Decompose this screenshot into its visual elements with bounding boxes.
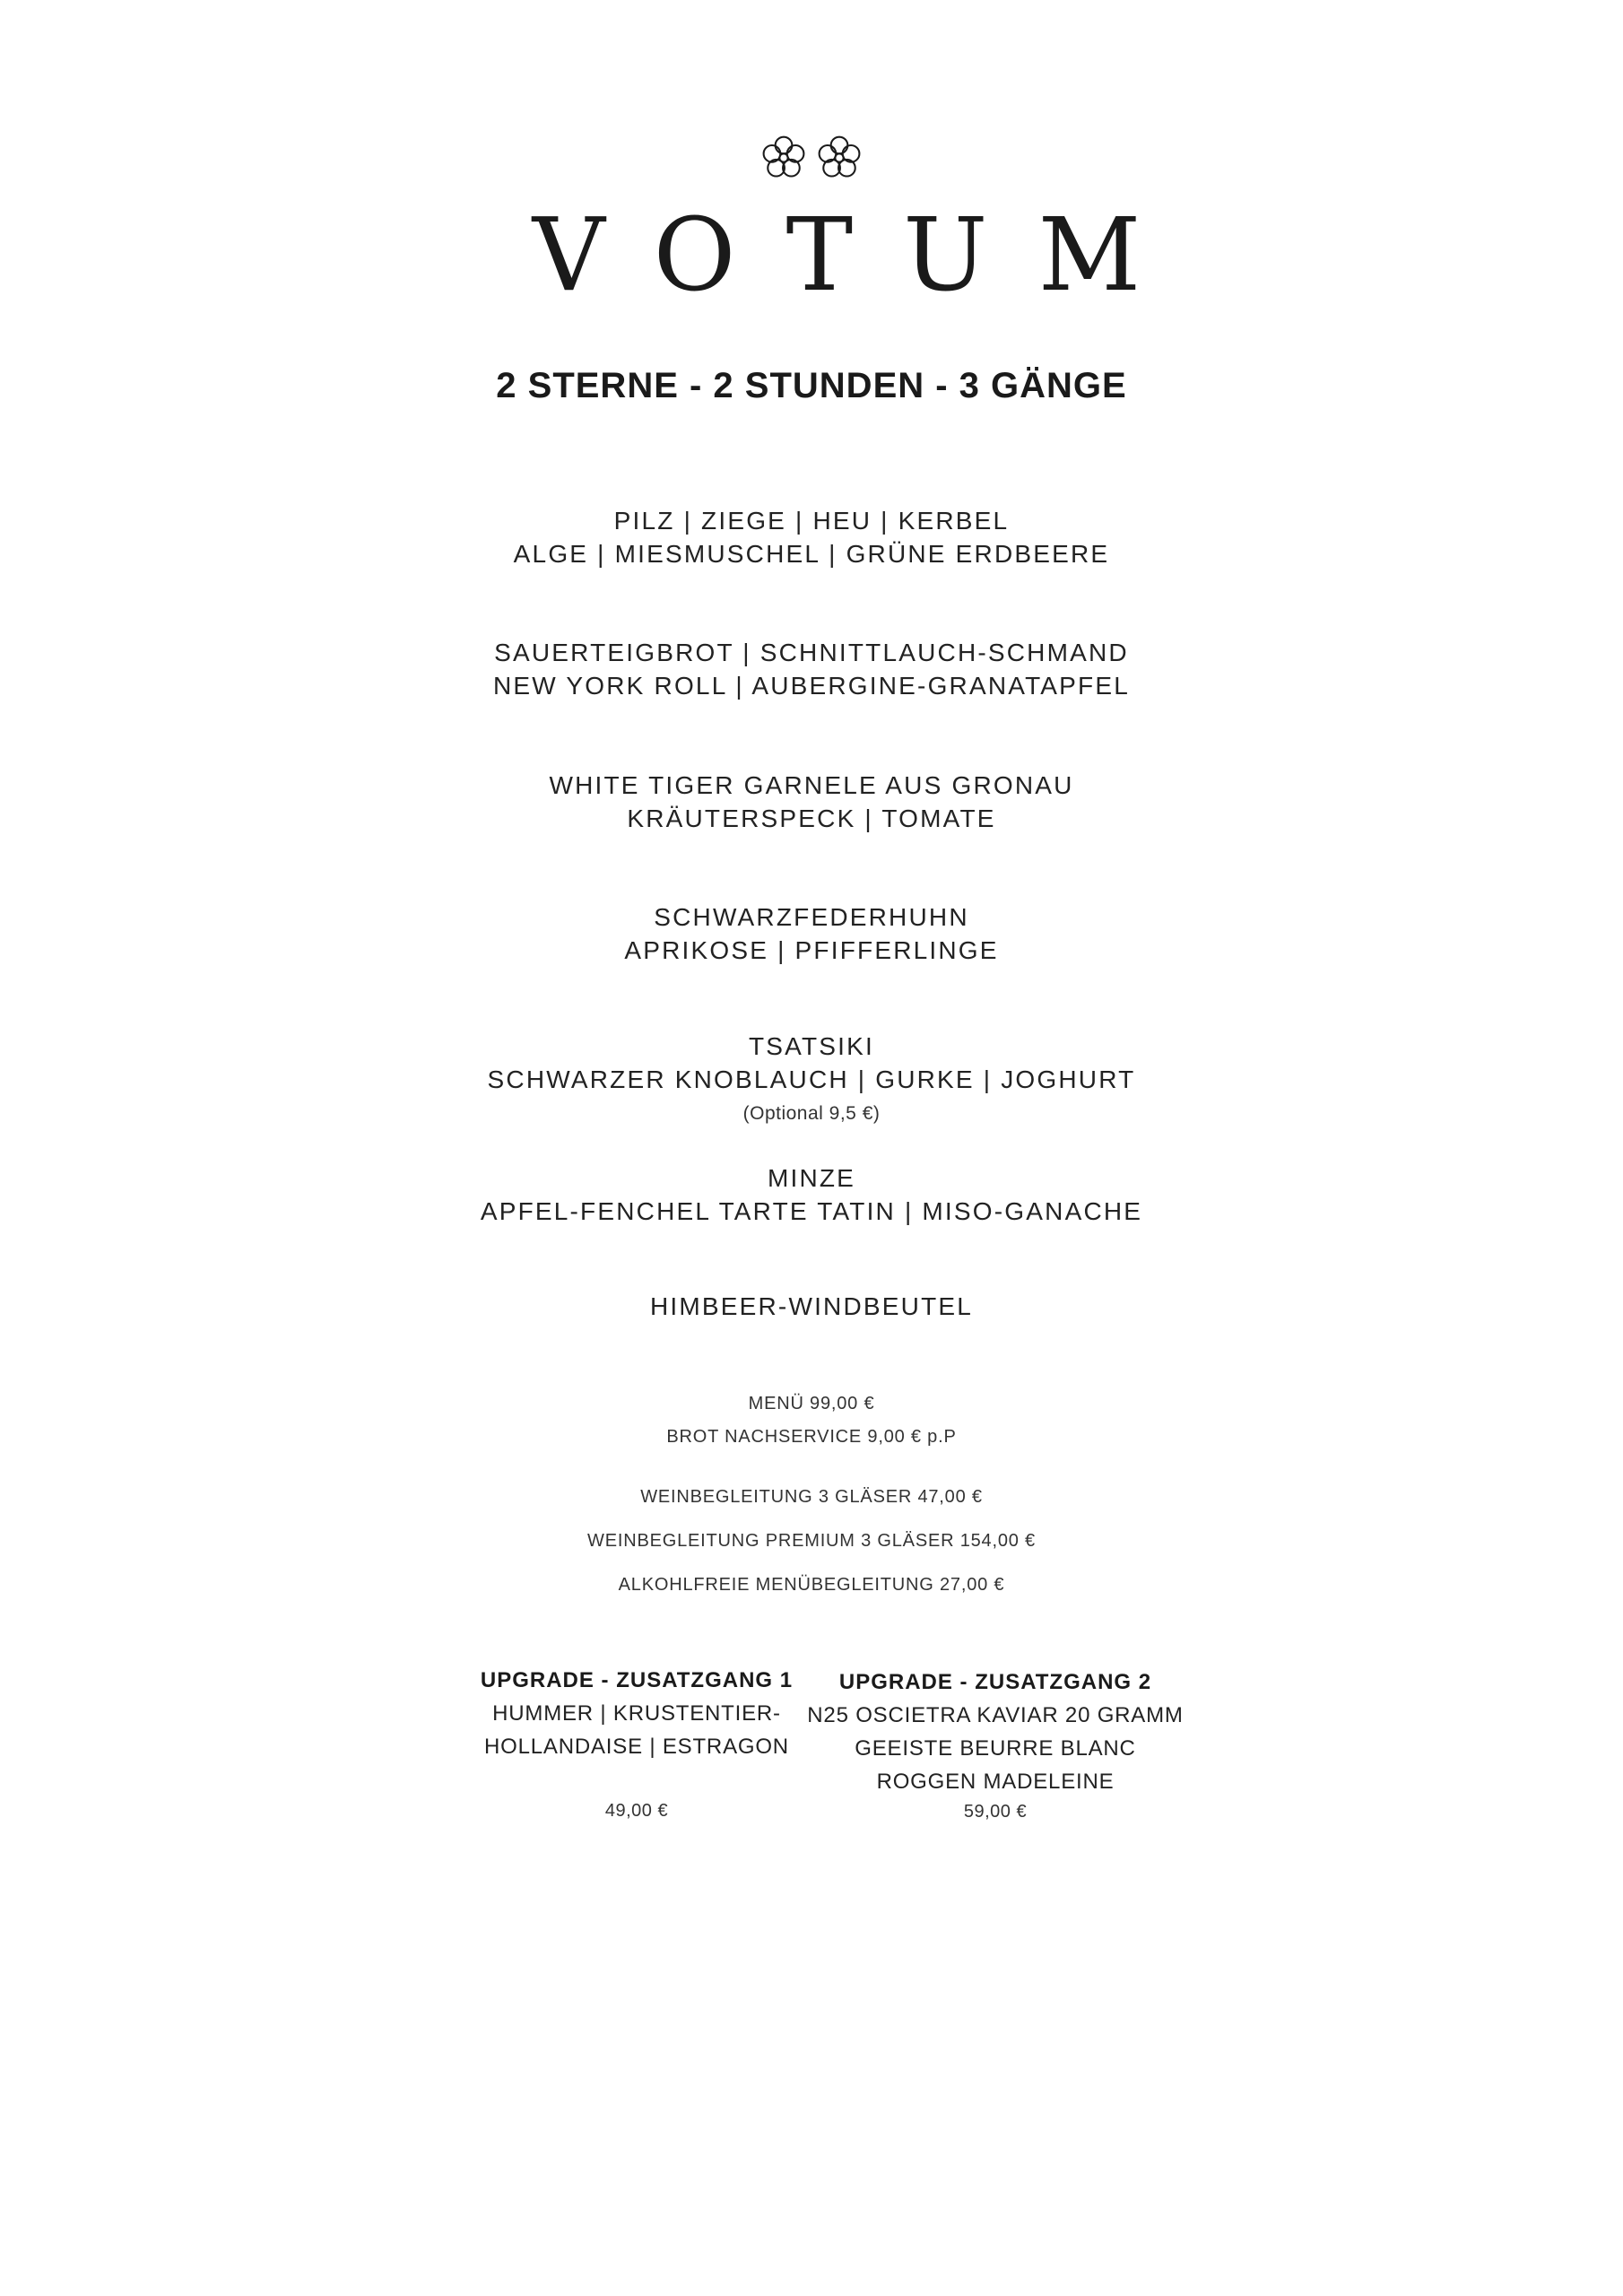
course-line: HIMBEER-WINDBEUTEL bbox=[649, 1292, 974, 1320]
course-line: SCHWARZER KNOBLAUCH | GURKE | JOGHURT bbox=[487, 1065, 1136, 1093]
michelin-stars bbox=[0, 133, 1623, 187]
michelin-star-icon bbox=[814, 133, 864, 183]
course-line: PILZ | ZIEGE | HEU | KERBEL bbox=[613, 507, 1010, 535]
course-3 bbox=[0, 769, 1623, 835]
course-1 bbox=[0, 504, 1623, 570]
upgrade-line: HOLLANDAISE | ESTRAGON bbox=[484, 1735, 789, 1759]
course-line: TSATSIKI bbox=[749, 1032, 874, 1060]
course-line: APRIKOSE | PFIFFERLINGE bbox=[624, 936, 999, 964]
price-wine-premium: WEINBEGLEITUNG PREMIUM 3 GLÄSER 154,00 € bbox=[587, 1531, 1036, 1551]
upgrade-price: 59,00 € bbox=[963, 1802, 1028, 1822]
course-2 bbox=[0, 636, 1623, 702]
price-bread: BROT NACHSERVICE 9,00 € p.P bbox=[666, 1427, 957, 1447]
course-4 bbox=[0, 900, 1623, 967]
upgrade-title: UPGRADE - ZUSATZGANG 2 bbox=[838, 1670, 1152, 1694]
menu-headline: 2 STERNE - 2 STUNDEN - 3 GÄNGE bbox=[496, 366, 1127, 405]
upgrade-line: GEEISTE BEURRE BLANC bbox=[855, 1736, 1136, 1761]
course-7 bbox=[0, 1290, 1623, 1323]
course-5 bbox=[0, 1030, 1623, 1096]
upgrade-line: N25 OSCIETRA KAVIAR 20 GRAMM bbox=[807, 1703, 1184, 1727]
course-line: KRÄUTERSPECK | TOMATE bbox=[627, 804, 996, 832]
price-non-alcoholic: ALKOHLFREIE MENÜBEGLEITUNG 27,00 € bbox=[618, 1575, 1005, 1595]
upgrade-2 bbox=[803, 1666, 1188, 1825]
course-line: SAUERTEIGBROT | SCHNITTLAUCH-SCHMAND bbox=[494, 639, 1129, 666]
price-menu: MENÜ 99,00 € bbox=[748, 1394, 875, 1413]
michelin-star-icon bbox=[759, 133, 809, 183]
upgrade-line: HUMMER | KRUSTENTIER- bbox=[492, 1701, 781, 1726]
course-line: NEW YORK ROLL | AUBERGINE-GRANATAPFEL bbox=[493, 672, 1130, 700]
course-line: MINZE bbox=[767, 1164, 856, 1192]
upgrade-1 bbox=[466, 1665, 807, 1824]
course-6 bbox=[0, 1161, 1623, 1228]
upgrade-title: UPGRADE - ZUSATZGANG 1 bbox=[480, 1668, 794, 1692]
course-note: (Optional 9,5 €) bbox=[742, 1103, 881, 1124]
upgrade-line: ROGGEN MADELEINE bbox=[876, 1770, 1115, 1794]
restaurant-logo: VOTUM bbox=[532, 197, 1192, 314]
course-line: ALGE | MIESMUSCHEL | GRÜNE ERDBEERE bbox=[513, 540, 1110, 568]
price-wine: WEINBEGLEITUNG 3 GLÄSER 47,00 € bbox=[640, 1487, 983, 1507]
course-line: WHITE TIGER GARNELE AUS GRONAU bbox=[549, 771, 1074, 799]
upgrade-price: 49,00 € bbox=[604, 1801, 669, 1821]
course-line: SCHWARZFEDERHUHN bbox=[654, 903, 969, 931]
course-line: APFEL-FENCHEL TARTE TATIN | MISO-GANACHE bbox=[480, 1197, 1143, 1225]
